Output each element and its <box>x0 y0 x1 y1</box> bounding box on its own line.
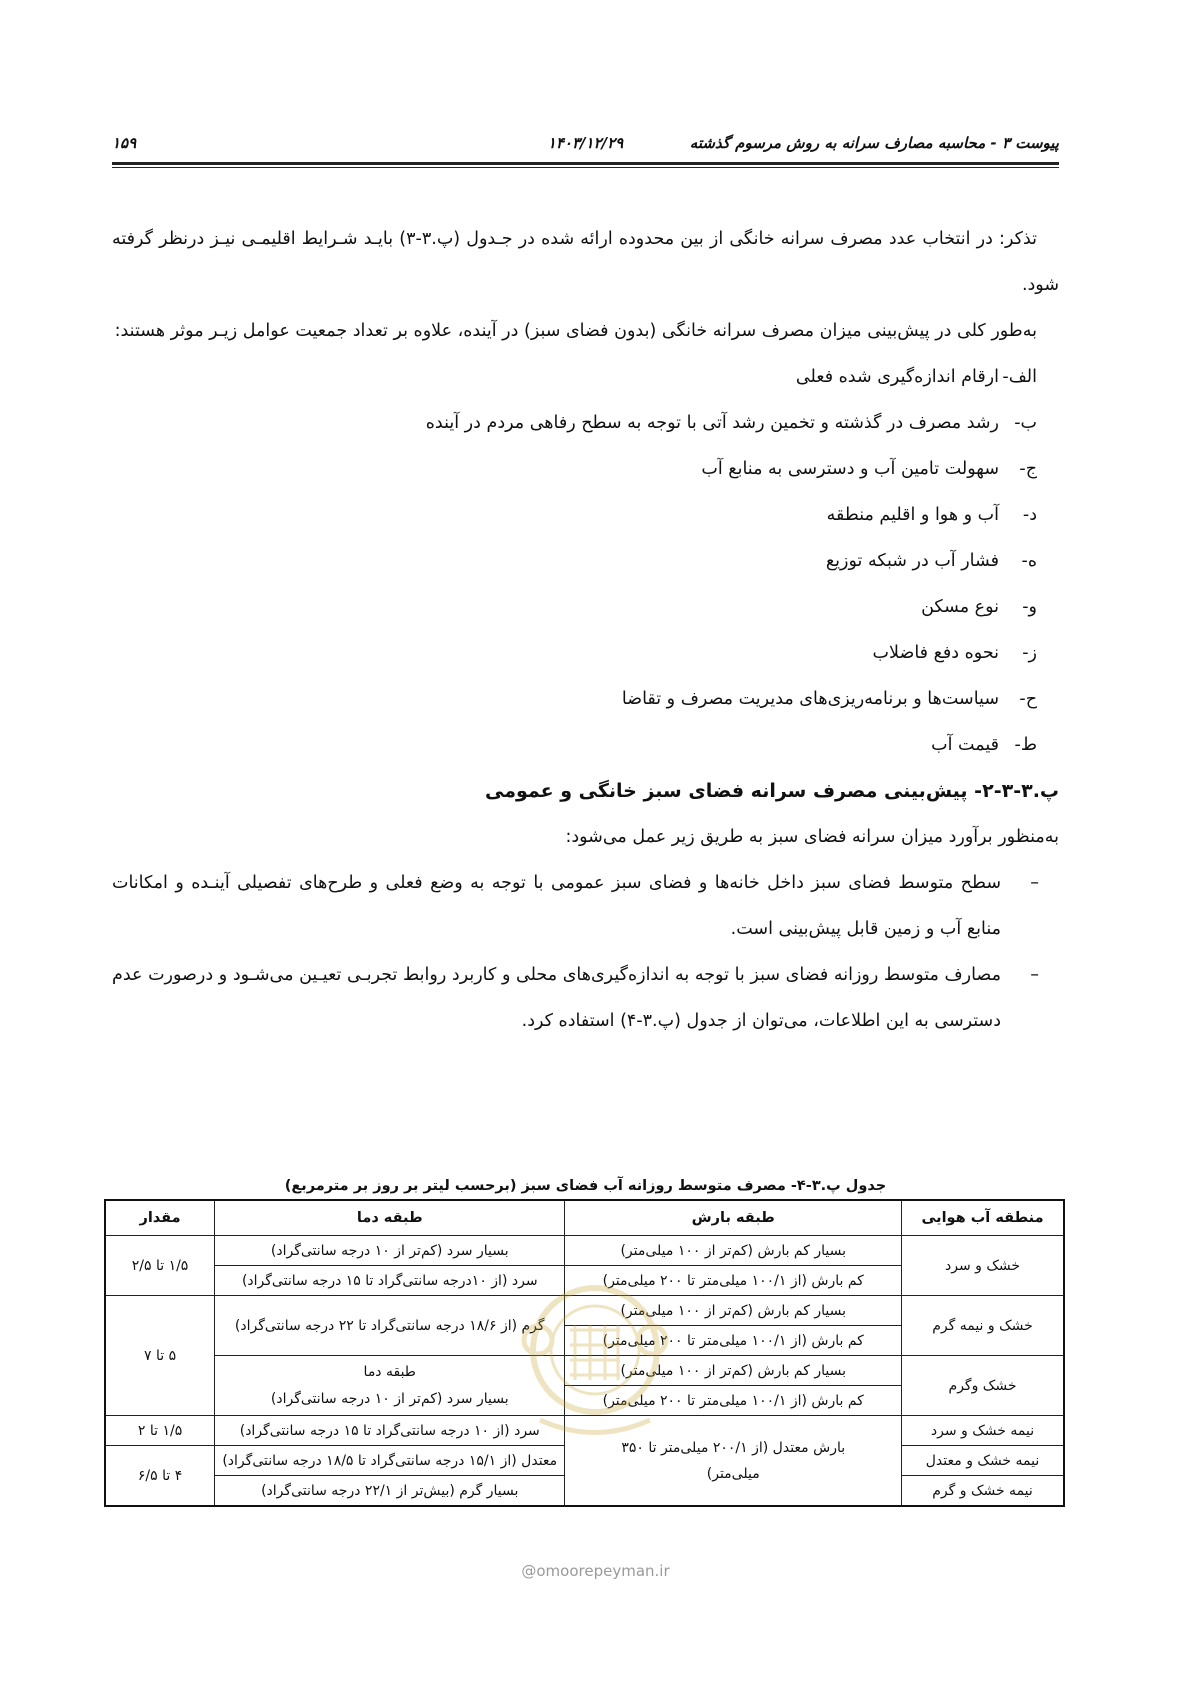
table-header-row <box>105 1200 1064 1236</box>
rain-cell: کم بارش (از ۱۰۰/۱ میلی‌متر تا ۲۰۰ میلی‌متر) <box>565 1266 902 1296</box>
note-paragraph: تذکر: در انتخاب عدد مصرف سرانه خانگی از بین محدوده ارائه شده در جـدول (پ.۳-۳) بایـد شـرایط اقلیمـی نیـز درنظر گرفته شود. <box>112 229 1059 295</box>
intro-paragraph: به‌طور کلی در پیش‌بینی میزان مصرف سرانه خانگی (بدون فضای سبز) در آینده، علاوه بر تعداد جمعیت عوامل زیـر موثر هستند: <box>114 321 1037 341</box>
list-item: و-نوع مسکن <box>921 597 1037 617</box>
rain-cell: بسیار کم بارش (کم‌تر از ۱۰۰ میلی‌متر) <box>565 1356 902 1386</box>
header-rule-thick <box>112 162 1059 165</box>
temp-cell: طبقه دما بسیار سرد (کم‌تر از ۱۰ درجه سانتی‌گراد) <box>215 1356 565 1416</box>
rain-cell: بسیار کم بارش (کم‌تر از ۱۰۰ میلی‌متر) <box>565 1296 902 1326</box>
temp-cell: معتدل (از ۱۵/۱ درجه سانتی‌گراد تا ۱۸/۵ درجه سانتی‌گراد) <box>215 1446 565 1476</box>
factors-list <box>112 354 1059 768</box>
amount-cell: ۴ تا ۶/۵ <box>105 1446 215 1507</box>
amount-cell: ۱/۵ تا ۲ <box>105 1416 215 1446</box>
main-content <box>112 216 1059 1044</box>
zone-cell: خشک و نیمه گرم <box>902 1296 1064 1356</box>
list-item: ج-سهولت تامین آب و دسترسی به منابع آب <box>701 459 1037 479</box>
rain-cell: کم بارش (از ۱۰۰/۱ میلی‌متر تا ۲۰۰ میلی‌متر) <box>565 1386 902 1416</box>
table-row <box>105 1236 1064 1266</box>
page-number: ۱۵۹ <box>112 134 137 152</box>
col-header-zone: منطقه آب هوایی <box>902 1200 1064 1236</box>
table-caption: جدول پ.۳-۴- مصرف متوسط روزانه آب فضای سبز (برحسب لیتر بر روز بر مترمربع) <box>284 1178 887 1194</box>
temp-cell: گرم (از ۱۸/۶ درجه سانتی‌گراد تا ۲۲ درجه سانتی‌گراد) <box>215 1296 565 1356</box>
list-item: د-آب و هوا و اقلیم منطقه <box>826 505 1037 525</box>
rain-cell: کم بارش (از ۱۰۰/۱ میلی‌متر تا ۲۰۰ میلی‌متر) <box>565 1326 902 1356</box>
bullet-list <box>112 860 1059 1044</box>
section-heading: پ.۳-۳-۲- پیش‌بینی مصرف سرانه فضای سبز خانگی و عمومی <box>484 780 1059 802</box>
rain-cell: بارش معتدل (از ۲۰۰/۱ میلی‌متر تا ۳۵۰ میلی‌متر) <box>565 1416 902 1507</box>
list-item: ز-نحوه دفع فاضلاب <box>872 643 1037 663</box>
page-header <box>112 130 1059 158</box>
table-row <box>105 1416 1064 1446</box>
header-rule-thin <box>112 167 1059 168</box>
temp-cell: بسیار گرم (بیش‌تر از ۲۲/۱ درجه سانتی‌گراد) <box>215 1476 565 1507</box>
col-header-amount: مقدار <box>105 1200 215 1236</box>
list-item: ط-قیمت آب <box>931 735 1037 755</box>
table-row <box>105 1296 1064 1326</box>
amount-cell: ۱/۵ تا ۲/۵ <box>105 1236 215 1296</box>
table-row <box>105 1356 1064 1386</box>
section-intro: به‌منظور برآورد میزان سرانه فضای سبز به طریق زیر عمل می‌شود: <box>565 827 1059 847</box>
temp-cell: بسیار سرد (کم‌تر از ۱۰ درجه سانتی‌گراد) <box>215 1236 565 1266</box>
zone-cell: نیمه خشک و سرد <box>902 1416 1064 1446</box>
bullet-item: – مصارف متوسط روزانه فضای سبز با توجه به اندازه‌گیری‌های محلی و کاربرد روابط تجربـی تعیـین می‌شـود و درصورت عدم دسترسی به این اطلاعات، می‌توان از جدول (پ.۳-۴) استفاده کرد. <box>112 965 1039 1031</box>
zone-cell: خشک و سرد <box>902 1236 1064 1296</box>
header-date: ۱۴۰۳/۱۲/۲۹ <box>547 134 624 152</box>
list-item: الف-ارقام اندازه‌گیری شده فعلی <box>795 367 1037 387</box>
bullet-item: – سطح متوسط فضای سبز داخل خانه‌ها و فضای سبز عمومی با توجه به وضع فعلی و طرح‌های تفصیلی آینـده و امکانات منابع آب و زمین قابل پیش‌بینی است. <box>112 873 1039 939</box>
temp-cell: سرد (از ۱۰درجه سانتی‌گراد تا ۱۵ درجه سانتی‌گراد) <box>215 1266 565 1296</box>
col-header-temp: طبقه دما <box>215 1200 565 1236</box>
list-item: ه-فشار آب در شبکه توزیع <box>825 551 1037 571</box>
rain-cell: بسیار کم بارش (کم‌تر از ۱۰۰ میلی‌متر) <box>565 1236 902 1266</box>
zone-cell: خشک وگرم <box>902 1356 1064 1416</box>
list-item: ح-سیاست‌ها و برنامه‌ریزی‌های مدیریت مصرف و تقاضا <box>621 689 1037 709</box>
zone-cell: نیمه خشک و معتدل <box>902 1446 1064 1476</box>
amount-cell: ۵ تا ۷ <box>105 1296 215 1416</box>
header-title: پیوست ۳ - محاسبه مصارف سرانه به روش مرسوم گذشته <box>689 134 1059 152</box>
climate-water-table <box>104 1199 1065 1507</box>
temp-cell: سرد (از ۱۰ درجه سانتی‌گراد تا ۱۵ درجه سانتی‌گراد) <box>215 1416 565 1446</box>
website-watermark: @omoorepeyman.ir <box>521 1562 670 1580</box>
list-item: ب-رشد مصرف در گذشته و تخمین رشد آتی با توجه به سطح رفاهی مردم در آینده <box>425 413 1037 433</box>
zone-cell: نیمه خشک و گرم <box>902 1476 1064 1507</box>
col-header-rain: طبقه بارش <box>565 1200 902 1236</box>
